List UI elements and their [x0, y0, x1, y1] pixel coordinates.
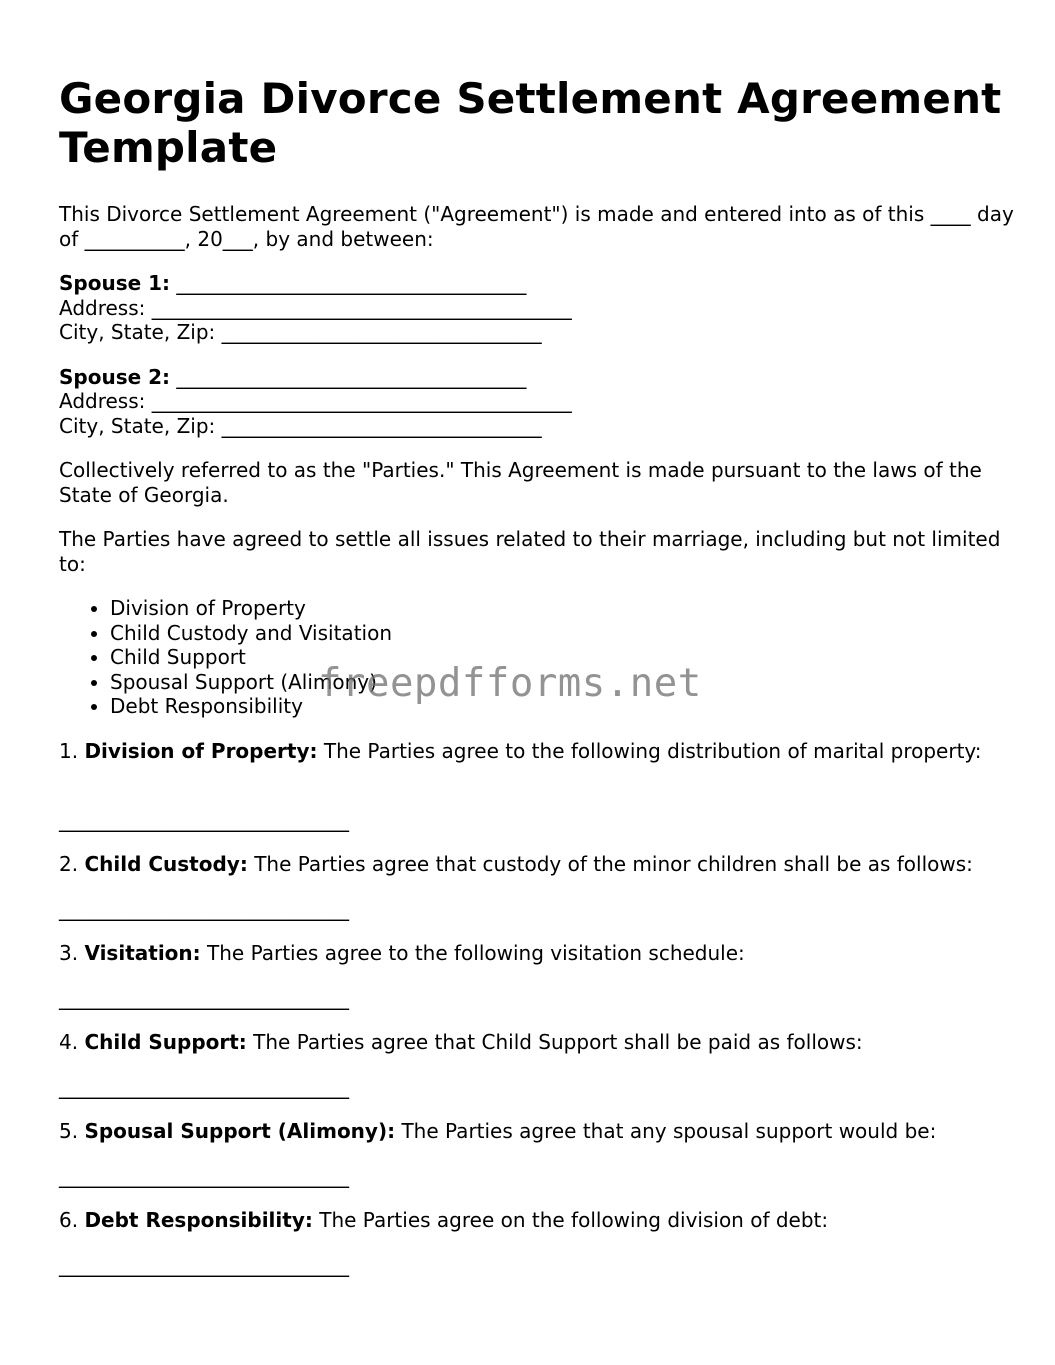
parties-agree-paragraph: The Parties have agreed to settle all issues related to their marriage, including but not limited to: [59, 527, 1001, 576]
clause-visitation [59, 941, 1019, 1010]
issue-item: • Child Support [110, 645, 1019, 670]
clause-heading: Child Custody: [84, 852, 248, 876]
clause-number: 3. [59, 941, 85, 965]
spouse-1-name-field[interactable]: ___________________________________ [170, 271, 527, 295]
clause-text [59, 852, 1019, 877]
spouse-2-name-line [59, 365, 1019, 390]
spouse-1-label: Spouse 1: [59, 271, 171, 295]
spouse-2-name-field[interactable]: ___________________________________ [170, 364, 527, 389]
clause-body: The Parties agree that custody of the minor children shall be as follows: [247, 852, 973, 876]
clause-number: 1. [59, 738, 85, 763]
collective-paragraph: Collectively referred to as the "Parties." This Agreement is made pursuant to the laws of the State of Georgia. [59, 458, 982, 507]
clause-text [59, 941, 1019, 966]
clause-text [59, 1208, 1019, 1233]
clause-child-custody [59, 852, 1019, 921]
issue-item: • Debt Responsibility [110, 694, 1019, 719]
clause-number: 2. [59, 852, 85, 876]
clauses-section [59, 739, 1019, 1278]
spouse-1-block [59, 271, 1019, 345]
clause-answer-field[interactable]: _____________________________ [59, 1252, 349, 1277]
clause-spousal-support [59, 1119, 1019, 1188]
issue-item: • Spousal Support (Alimony) [110, 670, 1019, 695]
spouse-2-address-field[interactable]: Address: __________________________________________ [59, 389, 572, 413]
clause-heading: Debt Responsibility: [84, 1208, 313, 1232]
clause-heading: Division of Property: [84, 738, 318, 763]
spouse-2-city-field[interactable]: City, State, Zip: ________________________________ [59, 413, 542, 438]
spouse-2-block [59, 365, 1019, 439]
clause-answer-field[interactable]: _____________________________ [59, 985, 349, 1010]
watermark: freepdfforms.net [318, 661, 702, 706]
clause-body: The Parties agree that Child Support shall be paid as follows: [246, 1030, 863, 1054]
clause-body: The Parties agree to the following distribution of marital property: [317, 738, 982, 763]
clause-body: The Parties agree to the following visitation schedule: [200, 941, 745, 965]
spouse-1-name-line [59, 271, 1019, 296]
spouse-2-label: Spouse 2: [59, 364, 171, 389]
spouse-1-address-field[interactable]: Address: __________________________________________ [59, 295, 572, 320]
spouse-1-city-field[interactable]: City, State, Zip: ________________________________ [59, 320, 542, 344]
clause-heading: Visitation: [84, 941, 201, 965]
clause-number: 4. [59, 1030, 85, 1054]
clause-answer-field[interactable]: _____________________________ [59, 896, 349, 921]
issue-item: • Child Custody and Visitation [110, 621, 1019, 646]
clause-heading: Child Support: [84, 1030, 247, 1054]
issue-item: • Division of Property [110, 596, 1019, 621]
intro-paragraph: This Divorce Settlement Agreement ("Agreement") is made and entered into as of this ____ day of __________, 20___, by and between: [59, 202, 1014, 251]
clause-answer-field[interactable]: _____________________________ [59, 1074, 349, 1099]
clause-number: 6. [59, 1208, 85, 1232]
clause-heading: Spousal Support (Alimony): [84, 1119, 396, 1143]
clause-answer-field[interactable]: _____________________________ [59, 1163, 349, 1188]
clause-child-support [59, 1030, 1019, 1099]
clause-text [59, 739, 1019, 788]
clause-answer-field[interactable]: _____________________________ [59, 807, 349, 832]
clause-body: The Parties agree on the following division of debt: [312, 1208, 829, 1232]
document-title: Georgia Divorce Settlement Agreement Template [59, 74, 1002, 172]
clause-body: The Parties agree that any spousal support would be: [395, 1119, 937, 1143]
clause-number: 5. [59, 1119, 85, 1143]
clause-debt-responsibility [59, 1208, 1019, 1277]
clause-text [59, 1119, 1019, 1144]
clause-text [59, 1030, 1019, 1055]
clause-division-of-property [59, 739, 1019, 833]
